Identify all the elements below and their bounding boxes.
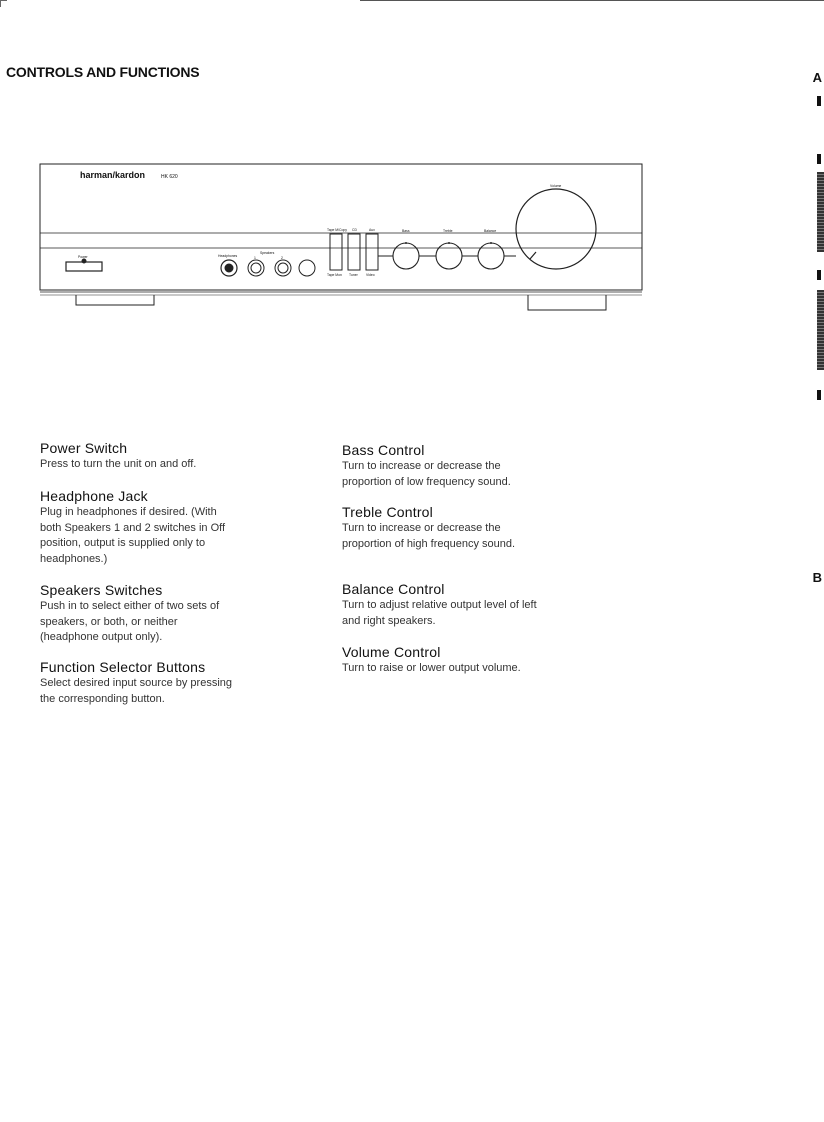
item-text: Turn to adjust relative output level of left and right speakers. (342, 599, 537, 627)
function-selector-description (40, 659, 232, 707)
video-label: Video (366, 273, 375, 277)
item-heading: Bass Control (342, 442, 425, 458)
item-text: Push in to select either of two sets of speakers, or both, or neither (headphone output only). (40, 600, 220, 644)
item-heading: Volume Control (342, 644, 441, 660)
cd-label: CD (352, 228, 357, 232)
power-switch-description (40, 440, 196, 473)
balance-label: Balance (484, 229, 497, 233)
item-text: Select desired input source by pressing the corresponding button. (40, 677, 232, 705)
speakers-1-label: 1 (254, 256, 256, 260)
item-text: Turn to increase or decrease the proportion of high frequency sound. (342, 522, 516, 550)
headphone-jack-description (40, 488, 225, 567)
speakers-1-switch (248, 260, 264, 276)
item-heading: Function Selector Buttons (40, 659, 206, 675)
item-text: Plug in headphones if desired. (With both Speakers 1 and 2 switches in Off position, output is supplied only to headphones.) (40, 506, 226, 565)
speakers-2-switch (275, 260, 291, 276)
brand-logo: harman/kardon (80, 170, 146, 180)
tape-copy-label: Tape M/Copy (327, 228, 347, 232)
right-foot (528, 295, 606, 310)
page-title: CONTROLS AND FUNCTIONS (6, 64, 200, 80)
bass-control-description (342, 442, 511, 490)
tape-mon-label: Tape Mon (327, 273, 342, 277)
power-label: Power (78, 255, 88, 259)
speakers-switches-description (40, 582, 219, 646)
treble-control-description (342, 504, 515, 552)
balance-knob (478, 243, 504, 269)
bass-knob (393, 243, 419, 269)
item-heading: Headphone Jack (40, 488, 148, 504)
item-text: Turn to raise or lower output volume. (342, 662, 521, 674)
volume-control-description (342, 644, 521, 677)
item-text: Press to turn the unit on and off. (40, 458, 197, 470)
crop-mark (0, 0, 7, 7)
tuner-label: Tuner (349, 273, 358, 277)
headphones-label: Headphones (218, 254, 238, 258)
selector-aux-video-button (366, 234, 378, 270)
speakers-2-label: 2 (281, 256, 283, 260)
speakers-label: Speakers (260, 251, 275, 255)
volume-knob (516, 189, 596, 269)
item-heading: Power Switch (40, 440, 128, 456)
item-heading: Treble Control (342, 504, 433, 520)
edge-bar (817, 96, 821, 106)
chassis-outline (40, 164, 642, 290)
top-rule (360, 0, 824, 1)
selector-cd-tuner-button (348, 234, 360, 270)
item-text: Turn to increase or decrease the proportion of low frequency sound. (342, 460, 511, 488)
bass-label: Bass (402, 229, 410, 233)
edge-letter-b: B (812, 570, 822, 585)
volume-label: Volume (550, 184, 562, 188)
item-heading: Speakers Switches (40, 582, 163, 598)
aux-label: Aux (369, 228, 375, 232)
treble-knob (436, 243, 462, 269)
model-label: HK 620 (161, 174, 178, 180)
indicator-ring (299, 260, 315, 276)
selector-tape-button (330, 234, 342, 270)
item-heading: Balance Control (342, 581, 445, 597)
treble-label: Treble (443, 229, 453, 233)
edge-letter-a: A (812, 70, 822, 85)
balance-control-description (342, 581, 537, 629)
front-panel-diagram (0, 150, 824, 320)
edge-bar (817, 390, 821, 400)
left-foot (76, 295, 154, 305)
